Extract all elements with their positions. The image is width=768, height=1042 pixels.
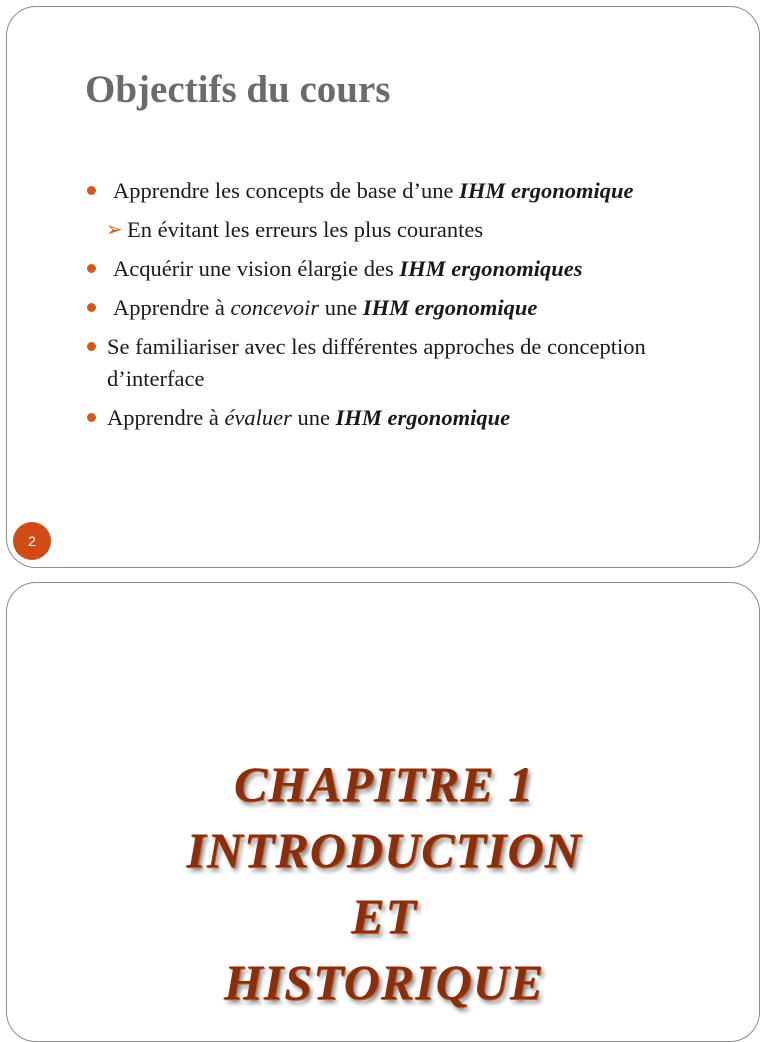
chapter-title: [7, 751, 761, 1015]
bullet-dot-icon: [87, 186, 96, 195]
bullet-dot-icon: [87, 342, 96, 351]
list-item: Acquérir une vision élargie des IHM ergonomiques: [85, 253, 725, 285]
list-item: Apprendre les concepts de base d’une IHM ergonomique: [85, 175, 725, 207]
sub-list-item: ➢ En évitant les erreurs les plus courantes: [85, 214, 725, 246]
slide-objectifs: [6, 6, 760, 568]
bullet-dot-icon: [87, 303, 96, 312]
chapter-line: ET: [351, 888, 417, 944]
list-item: Apprendre à évaluer une IHM ergonomique: [85, 402, 725, 434]
page-number-badge: 2: [13, 522, 51, 560]
list-item: Se familiariser avec les différentes approches de conception d’interface: [85, 331, 725, 395]
bullet-dot-icon: [87, 413, 96, 422]
objectives-list: [85, 175, 725, 441]
chapter-line: HISTORIQUE: [223, 954, 545, 1010]
slide-chapter: [6, 582, 760, 1042]
list-item: Apprendre à concevoir une IHM ergonomique: [85, 292, 725, 324]
slide-title: Objectifs du cours: [85, 68, 391, 111]
chapter-line: INTRODUCTION: [186, 822, 582, 878]
chapter-line: CHAPITRE 1: [233, 756, 535, 812]
bullet-dot-icon: [87, 264, 96, 273]
arrow-bullet-icon: ➢: [106, 219, 123, 241]
